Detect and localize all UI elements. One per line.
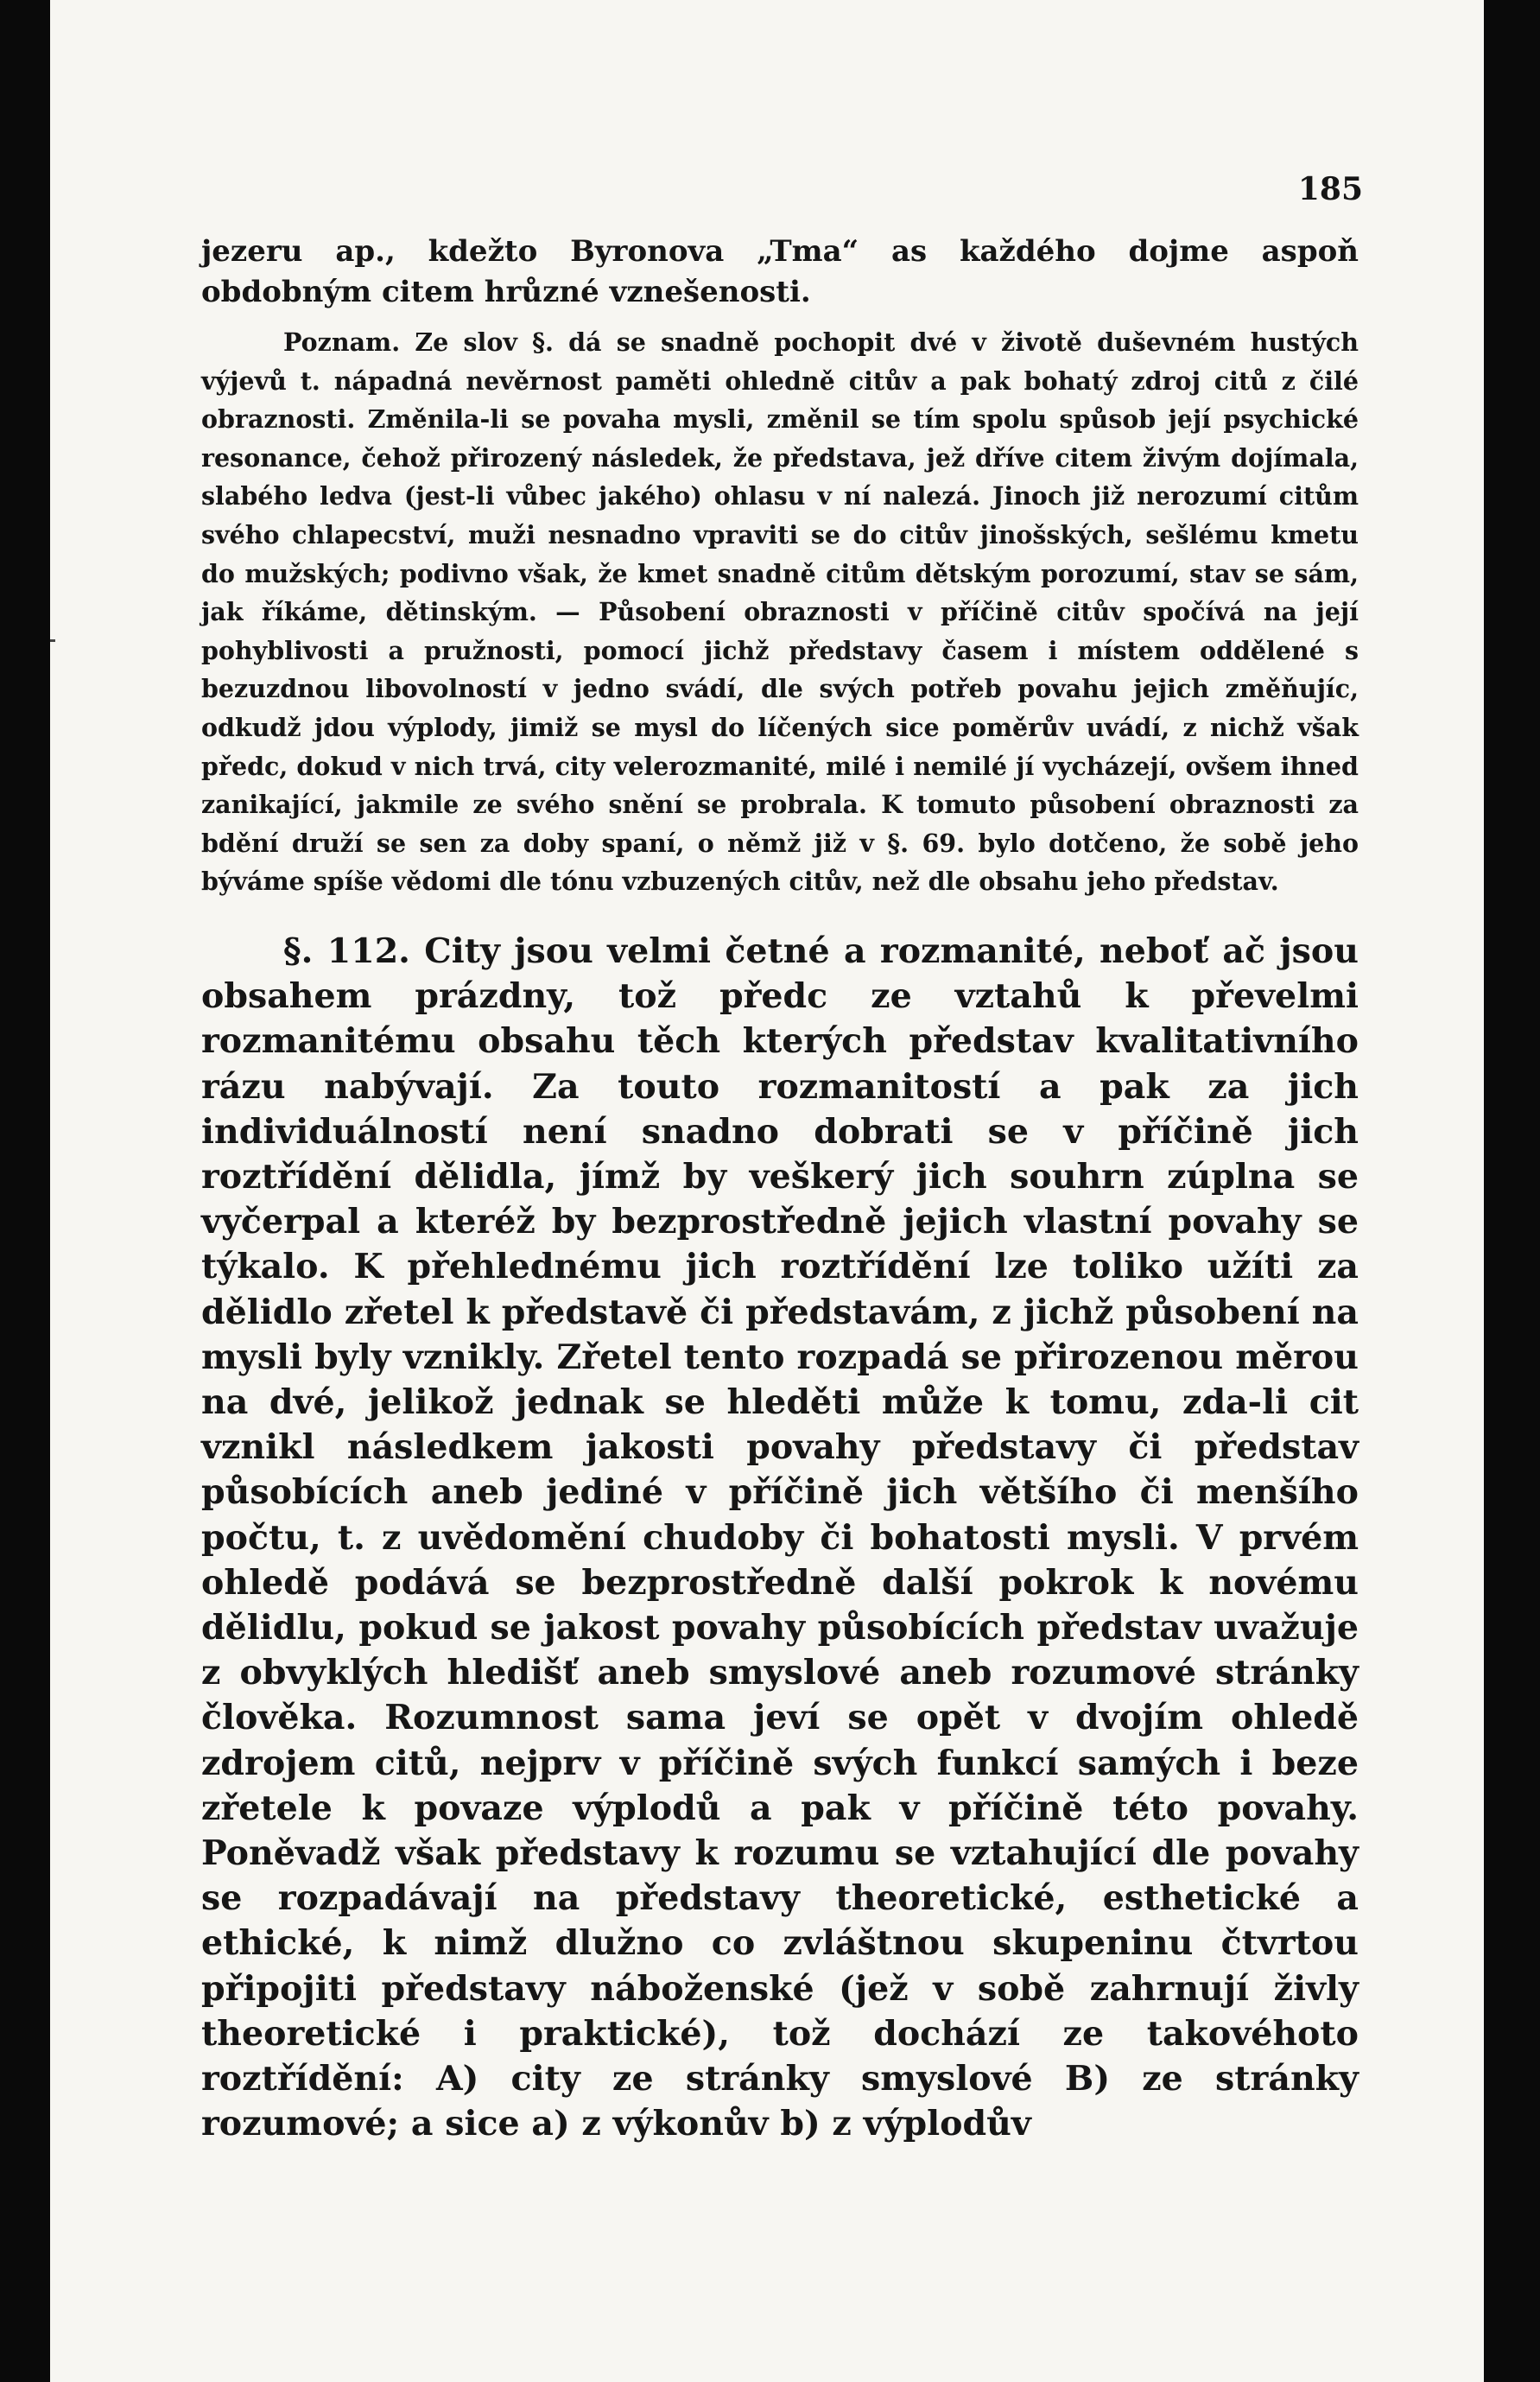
paragraph-continuation: jezeru ap., kdežto Byronova „Tma“ as každého dojme aspoň obdobným citem hrůzné vznešenosti. xyxy=(201,234,1359,309)
page-number: 185 xyxy=(1297,171,1363,207)
text-block xyxy=(201,232,1359,2146)
paragraph-section-112: §. 112. City jsou velmi četné a rozmanité, neboť ač jsou obsahem prázdny, tož předc ze vztahů k převelmi rozmanitému obsahu těch kterých představ kvalitativního rázu nabývají. Za touto rozmanitostí a pak za jich individuálností není snadno dobrati se v příčině jich roztřídění dělidla, jímž by veškerý jich souhrn zúplna se vyčerpal a kteréž by bezprostředně jejich vlastní povahy se týkalo. K přehlednému jich roztřídění lze toliko užíti za dělidlo zřetel k představě či představám, z jichž působení na mysli byly vznikly. Zřetel tento rozpadá se přirozenou měrou na dvé, jelikož jednak se hleděti může k tomu, zda-li cit vznikl následkem jakosti povahy představy či představ působících aneb jediné v příčině jich většího či menšího počtu, t. z uvědomění chudoby či bohatosti mysli. V prvém ohledě podává se bezprostředně další pokrok k novému dělidlu, pokud se jakost povahy působících představ uvažuje z obvyklých hledišť aneb smyslové aneb rozumové stránky člověka. Rozumnost sama jeví se opět v dvojím ohledě zdrojem citů, nejprv v příčině svých funkcí samých i beze zřetele k povaze výplodů a pak v příčině této povahy. Poněvadž však představy k rozumu se vztahující dle povahy se rozpadávají na představy theoretické, esthetické a ethické, k nimž dlužno co zvláštnou skupeninu čtvrtou připojiti představy náboženské (jež v sobě zahrnují živly theoretické i praktické), tož dochází ze takovéhoto roztřídění: A) city ze stránky smyslové B) ze stránky rozumové; a sice a) z výkonův b) z výplodův xyxy=(201,931,1359,2144)
paragraph-note: Poznam. Ze slov §. dá se snadně pochopit dvé v životě duševném hustých výjevů t. nápadná nevěrnost paměti ohledně citův a pak bohatý zdroj citů z čilé obraznosti. Změnila-li se povaha mysli, změnil se tím spolu spůsob její psychické resonance, čehož přirozený následek, že představa, jež dříve citem živým dojímala, slabého ledva (jest-li vůbec jakého) ohlasu v ní nalezá. Jinoch již nerozumí citům svého chlapecství, muži nesnadno vpraviti se do citův jinošských, sešlému kmetu do mužských; podivno však, že kmet snadně citům dětským porozumí, stav se sám, jak říkáme, dětinským. — Působení obraznosti v příčině citův spočívá na její pohyblivosti a pružnosti, pomocí jichž představy časem i místem oddělené s bezuzdnou libovolností v jedno svádí, dle svých potřeb povahu jejich změňujíc, odkudž jdou výplody, jimiž se mysl do líčených sice poměrův uvádí, z nichž však předc, dokud v nich trvá, city velerozmanité, milé i nemilé jí vycházejí, ovšem ihned zanikající, jakmile ze svého snění se probrala. K tomuto působení obraznosti za bdění druží se sen za doby spaní, o němž již v §. 69. bylo dotčeno, že sobě jeho býváme spíše vědomi dle tónu vzbuzených citův, než dle obsahu jeho představ. xyxy=(201,327,1359,897)
book-page xyxy=(50,0,1484,2382)
page-edge-mark xyxy=(50,639,55,642)
